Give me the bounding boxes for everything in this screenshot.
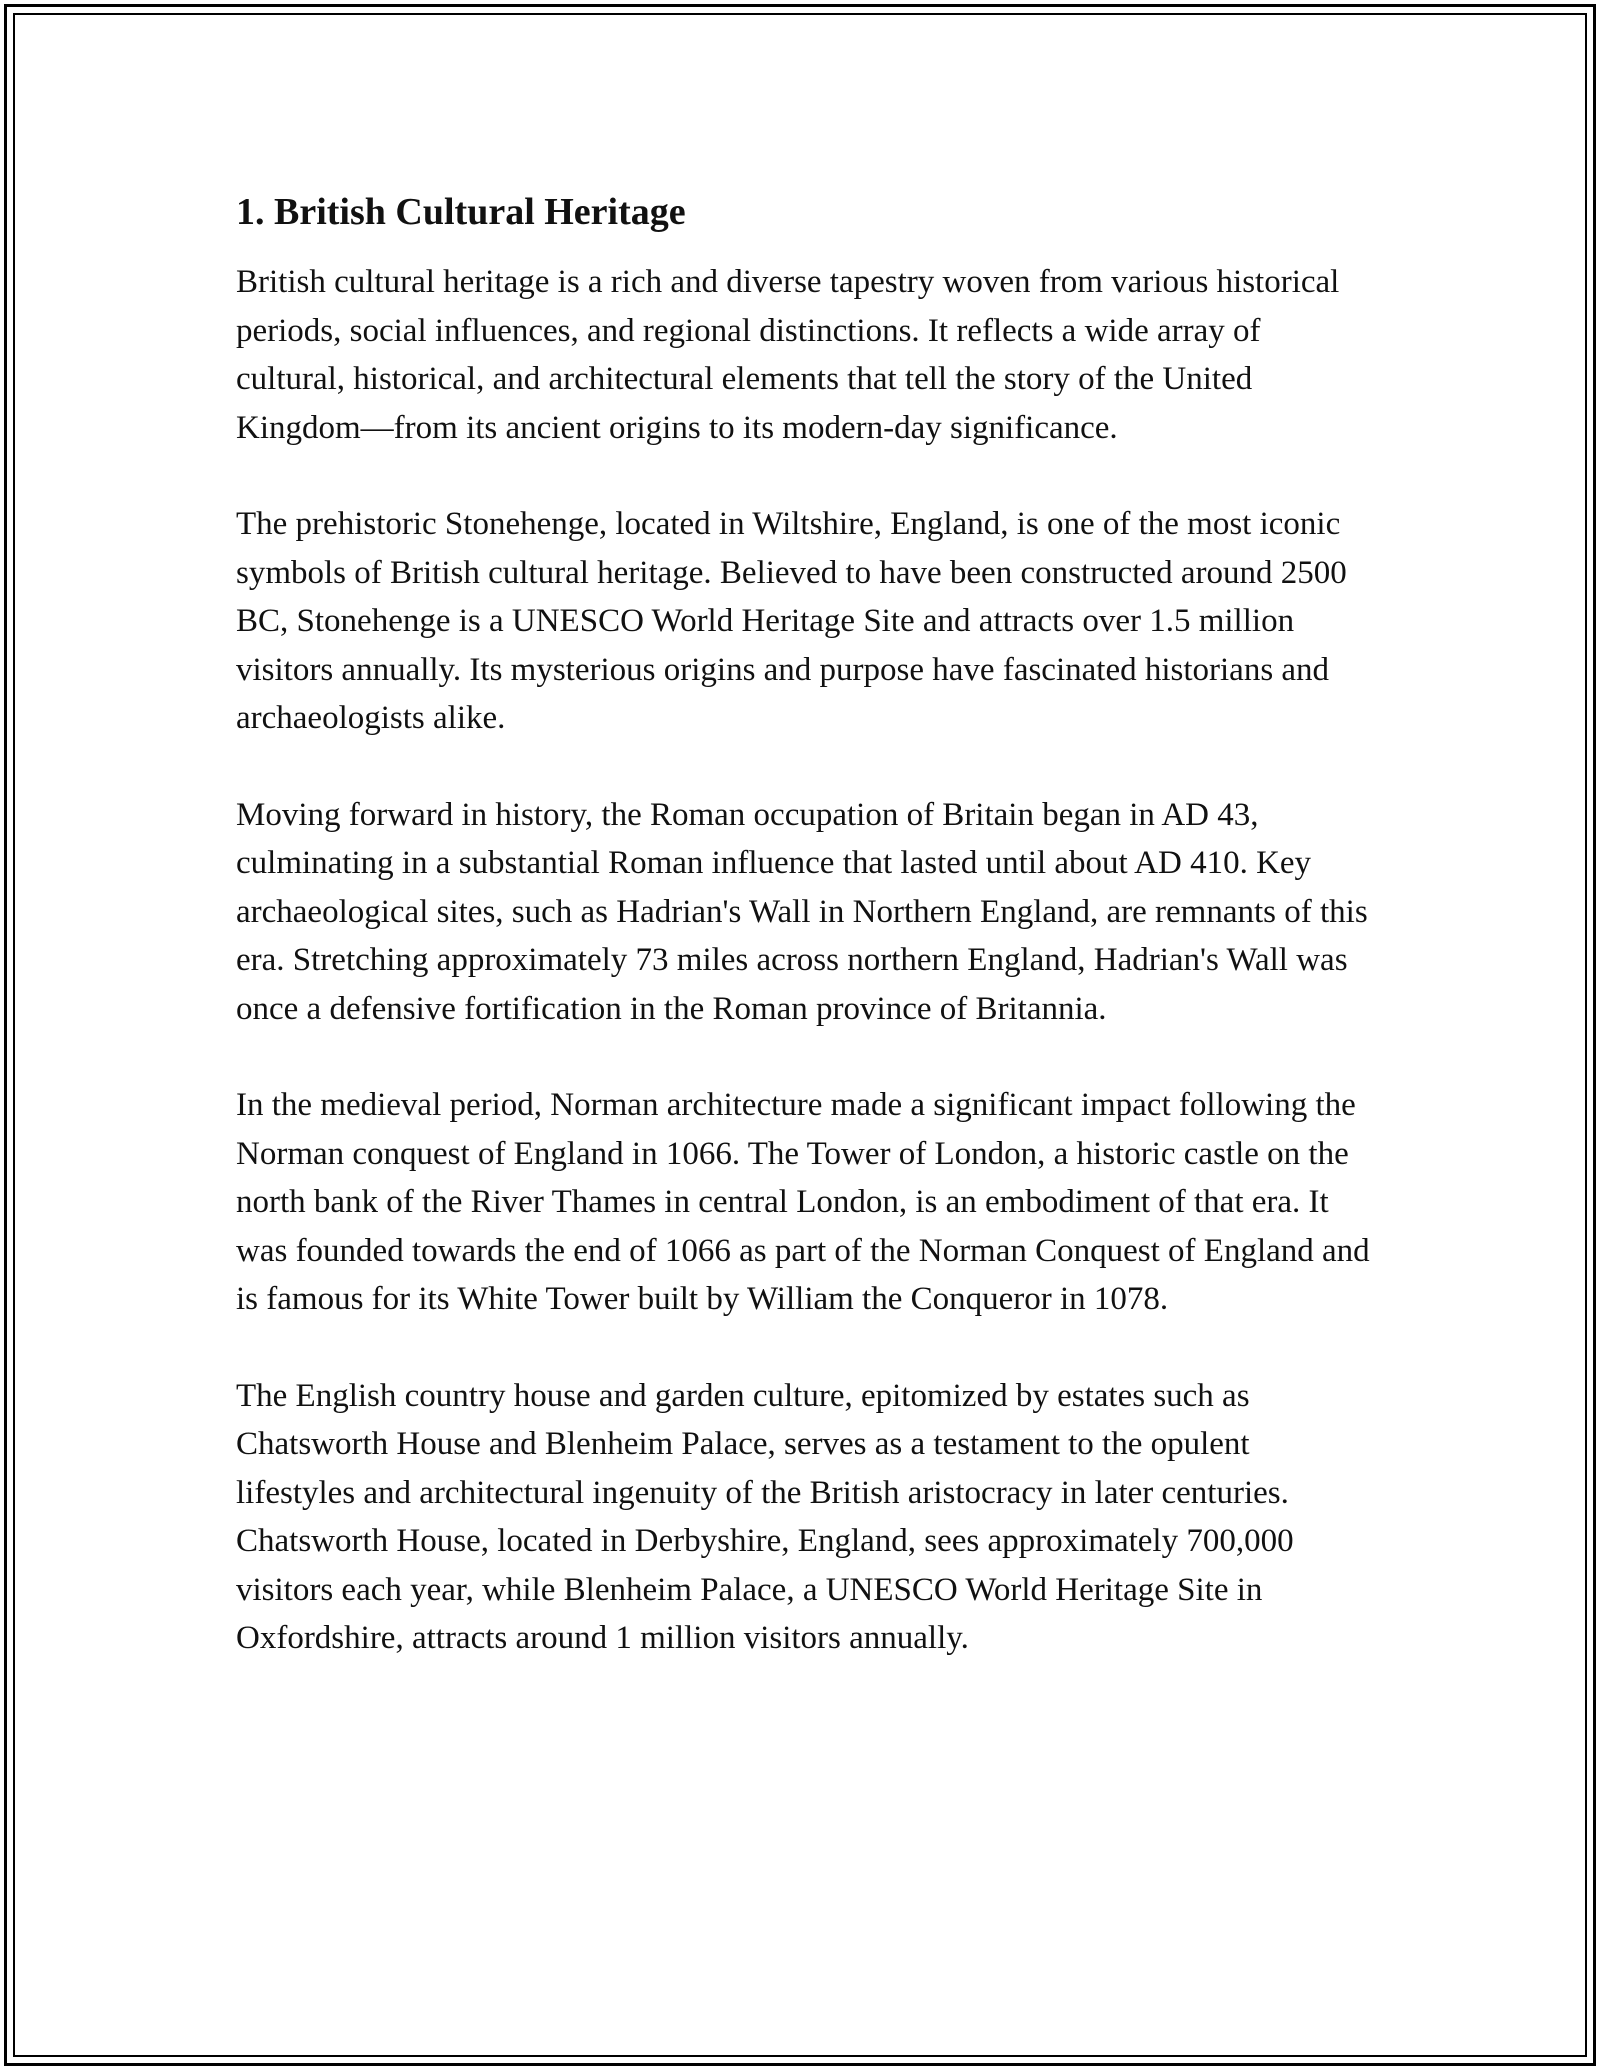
paragraph-stonehenge: The prehistoric Stonehenge, located in Wiltshire, England, is one of the most iconic symbols of British cultural heritage. Believed to have been constructed around 2500 BC, Stonehenge is a UNESCO World Heritage Site and attracts over 1.5 million visitors annually. Its mysterious origins and purpose have fascinated historians and archaeologists alike.: [236, 506, 1347, 736]
paragraph-intro: British cultural heritage is a rich and diverse tapestry woven from various historical periods, social influences, and regional distinctions. It reflects a wide array of cultural, historical, and architectural elements that tell the story of the United Kingdom—from its ancient origins to its modern-day significance.: [236, 264, 1340, 446]
document-body: [236, 186, 1376, 1663]
paragraph-medieval-norman: In the medieval period, Norman architecture made a significant impact following the Norman conquest of England in 1066. The Tower of London, a historic castle on the north bank of the River Thames in central London, is an embodiment of that era. It was founded towards the end of 1066 as part of the Norman Conquest of England and is famous for its White Tower built by William the Conqueror in 1078.: [236, 1087, 1370, 1317]
paragraph-roman-occupation: Moving forward in history, the Roman occupation of Britain began in AD 43, culminating in a substantial Roman influence that lasted until about AD 410. Key archaeological sites, such as Hadrian's Wall in Northern England, are remnants of this era. Stretching approximately 73 miles across northern England, Hadrian's Wall was once a defensive fortification in the Roman province of Britannia.: [236, 796, 1368, 1027]
paragraph-country-houses: The English country house and garden culture, epitomized by estates such as Chatsworth House and Blenheim Palace, serves as a testament to the opulent lifestyles and architectural ingenuity of the British aristocracy in later centuries. Chatsworth House, located in Derbyshire, England, sees approximately 700,000 visitors each year, while Blenheim Palace, a UNESCO World Heritage Site in Oxfordshire, attracts around 1 million visitors annually.: [236, 1377, 1294, 1656]
section-heading: 1. British Cultural Heritage: [236, 191, 686, 233]
